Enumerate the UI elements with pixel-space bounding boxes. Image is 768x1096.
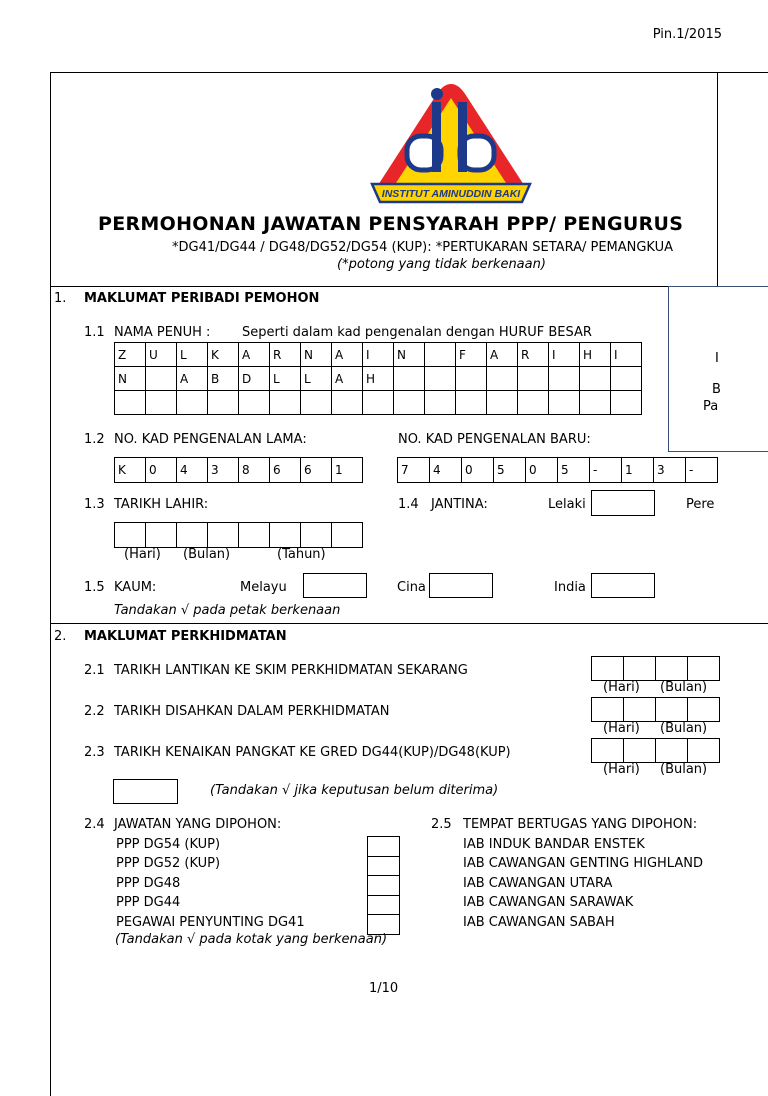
date-cell[interactable] [592,739,624,763]
date-cell[interactable] [624,698,656,722]
char-cell[interactable]: A [487,343,518,367]
section-1-number: 1. [54,291,67,306]
location-option: IAB CAWANGAN SABAH [463,915,615,930]
char-cell[interactable]: R [270,343,301,367]
char-cell[interactable] [456,391,487,415]
char-cell[interactable]: I [549,343,580,367]
char-cell[interactable]: L [301,367,332,391]
char-cell[interactable]: K [115,458,146,483]
q24-number: 2.4 [84,817,105,832]
photo-text-1: I [715,351,719,366]
char-cell[interactable]: I [611,343,642,367]
race-melayu-checkbox[interactable] [303,573,367,598]
section-2-number: 2. [54,629,67,644]
q23-number: 2.3 [84,745,105,760]
q12-label-new: NO. KAD PENGENALAN BARU: [398,432,591,447]
char-cell[interactable] [394,367,425,391]
promotion-date-grid[interactable] [591,738,720,763]
char-cell[interactable] [549,391,580,415]
char-cell[interactable] [146,391,177,415]
char-cell[interactable]: 1 [622,458,654,483]
char-cell[interactable]: A [332,343,363,367]
char-cell[interactable]: A [239,343,270,367]
q12-number: 1.2 [84,432,105,447]
q13-label: TARIKH LAHIR: [114,497,209,512]
char-cell[interactable] [208,391,239,415]
char-cell[interactable] [239,523,270,548]
page-number: 1/10 [369,981,399,996]
q21-hari-label: (Hari) [603,680,640,695]
char-cell[interactable]: H [580,343,611,367]
char-cell[interactable]: Z [115,343,146,367]
char-cell[interactable]: 3 [208,458,239,483]
char-cell[interactable]: 5 [558,458,590,483]
char-cell[interactable] [580,367,611,391]
char-cell[interactable] [487,391,518,415]
q25-label: TEMPAT BERTUGAS YANG DIPOHON: [463,817,698,832]
q22-number: 2.2 [84,704,105,719]
q25-number: 2.5 [431,817,452,832]
q24-label: JAWATAN YANG DIPOHON: [114,817,282,832]
char-cell[interactable]: A [177,367,208,391]
char-cell[interactable]: 0 [462,458,494,483]
char-cell[interactable]: 7 [398,458,430,483]
race-india-checkbox[interactable] [591,573,655,598]
race-melayu-label: Melayu [240,580,287,595]
char-cell[interactable] [611,391,642,415]
q23-hari-label: (Hari) [603,762,640,777]
q22-hari-label: (Hari) [603,721,640,736]
char-cell[interactable]: U [146,343,177,367]
pending-decision-checkbox[interactable] [113,779,178,804]
q23-bulan-label: (Bulan) [660,762,708,777]
char-cell[interactable] [115,523,146,548]
char-cell[interactable]: 8 [239,458,270,483]
new-ic-grid[interactable] [397,457,718,483]
position-option: PPP DG54 (KUP) [116,837,221,852]
char-cell[interactable] [394,391,425,415]
position-option: PPP DG52 (KUP) [116,856,221,871]
char-cell[interactable]: 3 [654,458,686,483]
q21-label: TARIKH LANTIKAN KE SKIM PERKHIDMATAN SEKARANG [114,663,468,678]
char-cell[interactable]: 0 [526,458,558,483]
char-cell[interactable] [425,391,456,415]
char-cell[interactable] [456,367,487,391]
q11-number: 1.1 [84,325,105,340]
pending-decision-note: (Tandakan √ jika keputusan belum diterima) [210,783,499,798]
char-cell[interactable]: 1 [332,458,363,483]
q21-bulan-label: (Bulan) [660,680,708,695]
char-cell[interactable] [487,367,518,391]
char-cell[interactable] [177,391,208,415]
char-cell[interactable] [146,367,177,391]
gender-female-label: Pere [686,497,715,512]
position-option: PPP DG44 [116,895,181,910]
date-cell[interactable] [688,657,720,681]
q15-number: 1.5 [84,580,105,595]
form-title: PERMOHONAN JAWATAN PENSYARAH PPP/ PENGURUS [98,213,684,235]
date-cell[interactable] [592,657,624,681]
char-cell[interactable]: N [115,367,146,391]
char-cell[interactable]: L [270,367,301,391]
section-divider [50,286,768,287]
date-cell[interactable] [688,698,720,722]
char-cell[interactable]: H [363,367,394,391]
char-cell[interactable]: B [208,367,239,391]
location-option: IAB INDUK BANDAR ENSTEK [463,837,645,852]
old-ic-grid[interactable] [114,457,363,483]
char-cell[interactable]: 6 [270,458,301,483]
char-cell[interactable]: D [239,367,270,391]
date-cell[interactable] [624,657,656,681]
char-cell[interactable]: 0 [146,458,177,483]
char-cell[interactable]: 5 [494,458,526,483]
char-cell[interactable]: - [686,458,718,483]
q23-label: TARIKH KENAIKAN PANGKAT KE GRED DG44(KUP)/DG48(KUP) [114,745,511,760]
gender-male-checkbox[interactable] [591,490,655,516]
race-cina-label: Cina [397,580,426,595]
q11-hint: Seperti dalam kad pengenalan dengan HURUF BESAR [242,325,592,340]
form-note: (*potong yang tidak berkenaan) [337,257,546,272]
char-cell[interactable] [270,391,301,415]
appointment-date-grid[interactable] [591,656,720,681]
char-cell[interactable]: N [301,343,332,367]
char-cell[interactable]: L [177,343,208,367]
char-cell[interactable] [425,343,456,367]
char-cell[interactable] [146,523,177,548]
section-1-title: MAKLUMAT PERIBADI PEMOHON [84,291,320,306]
char-cell[interactable] [425,367,456,391]
position-option: PPP DG48 [116,876,181,891]
char-cell[interactable] [270,523,301,548]
q21-number: 2.1 [84,663,105,678]
char-cell[interactable]: 6 [301,458,332,483]
frame-left-border [50,72,51,1096]
location-option: IAB CAWANGAN UTARA [463,876,613,891]
position-option: PEGAWAI PENYUNTING DG41 [116,915,305,930]
date-cell[interactable] [688,739,720,763]
char-cell[interactable] [332,523,363,548]
q22-label: TARIKH DISAHKAN DALAM PERKHIDMATAN [114,704,390,719]
pin-code: Pin.1/2015 [652,27,722,42]
q12-label-old: NO. KAD PENGENALAN LAMA: [114,432,307,447]
location-option: IAB CAWANGAN GENTING HIGHLAND [463,856,703,871]
race-india-label: India [554,580,586,595]
position-checkbox[interactable] [368,876,400,896]
photo-box [668,286,768,452]
position-checkbox[interactable] [368,896,400,916]
char-cell[interactable]: K [208,343,239,367]
char-cell[interactable]: 4 [177,458,208,483]
date-cell[interactable] [656,698,688,722]
location-option: IAB CAWANGAN SARAWAK [463,895,634,910]
date-cell[interactable] [624,739,656,763]
char-cell[interactable] [177,523,208,548]
q24-note: (Tandakan √ pada kotak yang berkenaan) [115,932,388,947]
full-name-grid[interactable] [114,342,642,415]
char-cell[interactable] [363,391,394,415]
q13-number: 1.3 [84,497,105,512]
char-cell[interactable]: F [456,343,487,367]
q15-note: Tandakan √ pada petak berkenaan [114,603,341,618]
race-cina-checkbox[interactable] [429,573,493,598]
dob-tahun-label: (Tahun) [277,547,326,562]
photo-text-2: B [712,382,721,397]
date-cell[interactable] [656,657,688,681]
dob-hari-label: (Hari) [124,547,161,562]
birth-date-grid[interactable] [114,522,363,548]
q22-bulan-label: (Bulan) [660,721,708,736]
char-cell[interactable] [549,367,580,391]
date-cell[interactable] [592,698,624,722]
form-subtitle: *DG41/DG44 / DG48/DG52/DG54 (KUP): *PERTUKARAN SETARA/ PEMANGKUA [172,240,674,255]
q14-label: JANTINA: [431,497,488,512]
char-cell[interactable]: I [363,343,394,367]
char-cell[interactable] [332,391,363,415]
char-cell[interactable]: - [590,458,622,483]
char-cell[interactable] [115,391,146,415]
confirmation-date-grid[interactable] [591,697,720,722]
section-divider [50,623,768,624]
char-cell[interactable] [611,367,642,391]
char-cell[interactable] [301,391,332,415]
dob-bulan-label: (Bulan) [183,547,231,562]
char-cell[interactable] [580,391,611,415]
char-cell[interactable]: A [332,367,363,391]
section-2-title: MAKLUMAT PERKHIDMATAN [84,629,287,644]
frame-right-border [717,72,718,286]
position-checkbox-column [367,836,400,935]
position-checkbox[interactable] [368,857,400,877]
date-cell[interactable] [656,739,688,763]
position-checkbox[interactable] [368,837,400,857]
char-cell[interactable]: R [518,343,549,367]
logo-text: INSTITUT AMINUDDIN BAKI [381,188,521,200]
q15-label: KAUM: [114,580,157,595]
gender-male-label: Lelaki [548,497,586,512]
char-cell[interactable] [239,391,270,415]
iab-logo [370,78,532,206]
q11-label: NAMA PENUH : [114,325,211,340]
char-cell[interactable]: 4 [430,458,462,483]
char-cell[interactable] [301,523,332,548]
char-cell[interactable] [208,523,239,548]
char-cell[interactable] [518,391,549,415]
q14-number: 1.4 [398,497,419,512]
char-cell[interactable]: N [394,343,425,367]
char-cell[interactable] [518,367,549,391]
frame-top-border [50,72,768,73]
photo-text-3: Pa [703,399,719,414]
